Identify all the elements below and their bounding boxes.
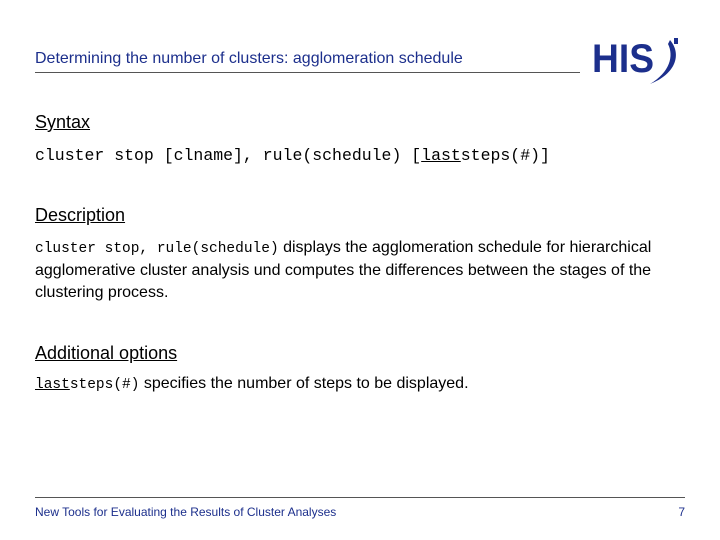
page-number: 7: [678, 505, 685, 519]
description-heading: Description: [35, 205, 126, 225]
option-code-rest: steps(#): [69, 377, 140, 393]
description-code: cluster stop, rule(schedule): [35, 241, 279, 257]
options-heading: Additional options: [35, 343, 178, 363]
syntax-command-end: steps(#)]: [460, 146, 550, 165]
header-divider: [35, 72, 580, 73]
option-laststeps: [35, 375, 469, 393]
syntax-command-start: cluster stop [clname], rule(schedule) [: [35, 146, 422, 165]
his-logo: [590, 34, 685, 86]
description-text: displays the agglomeration schedule for hierarchical agglomerative cluster analysis und computes the differences between the stages of the clustering process.: [35, 239, 652, 301]
option-text: specifies the number of steps to be displayed.: [139, 375, 469, 392]
footer-divider: [35, 497, 685, 498]
slide-title: Determining the number of clusters: agglomeration schedule: [35, 50, 463, 67]
syntax-command: [35, 146, 550, 165]
footer-title: New Tools for Evaluating the Results of Cluster Analyses: [35, 505, 337, 519]
syntax-heading: Syntax: [35, 112, 91, 132]
description-body: [35, 237, 675, 304]
option-code-abbrev: last: [35, 377, 70, 393]
svg-text:HIS: HIS: [592, 37, 654, 81]
syntax-command-abbrev: last: [421, 146, 461, 165]
